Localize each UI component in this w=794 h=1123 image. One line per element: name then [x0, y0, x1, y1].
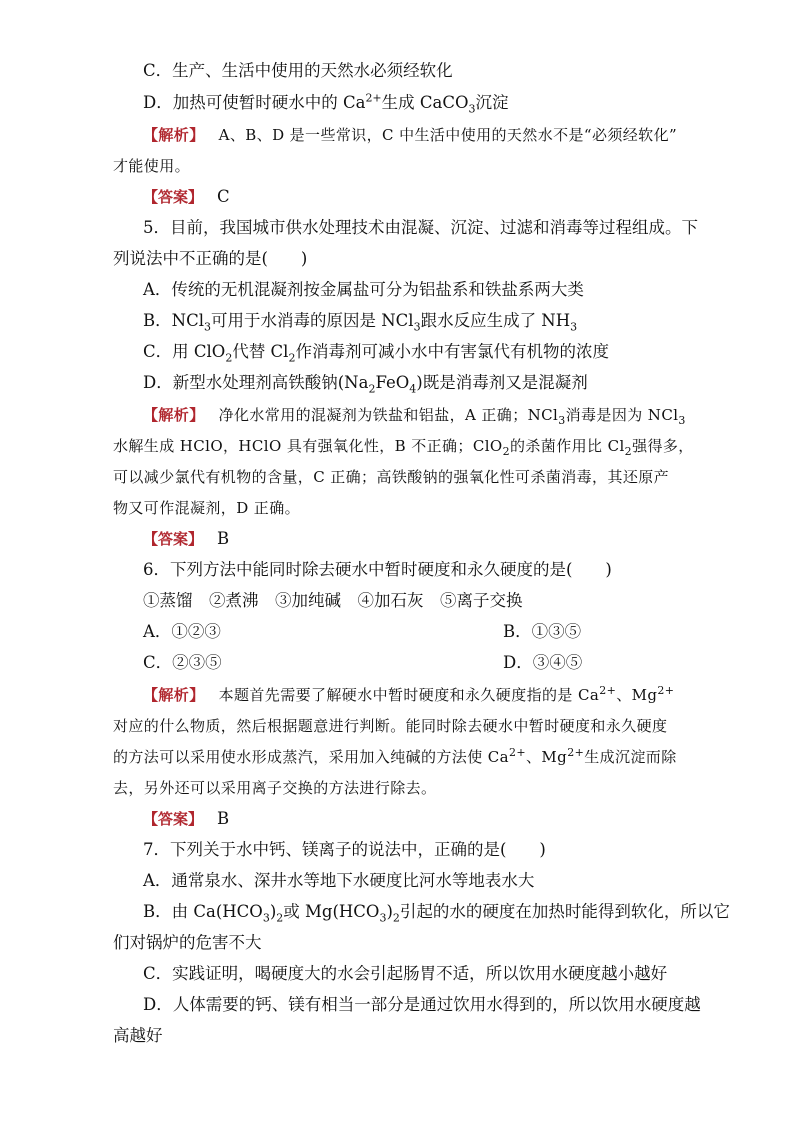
q6-option-c: C．②③⑤	[143, 653, 222, 672]
q5-stem: 5．目前，我国城市供水处理技术由混凝、沉淀、过滤和消毒等过程组成。下	[143, 218, 698, 237]
q6-option-a: A．①②③	[143, 622, 221, 641]
q5-answer: 【答案】 B	[143, 529, 230, 548]
q5-analysis-cont: 物又可作混凝剂，D 正确。	[113, 499, 300, 517]
q4-option-d: D．加热可使暂时硬水中的 $Ca^{2+}$生成 CaCO$_3$沉淀	[143, 91, 509, 116]
q5-option-a: A．传统的无机混凝剂按金属盐可分为铝盐系和铁盐系两大类	[143, 280, 584, 299]
q7-option-a: A．通常泉水、深井水等地下水硬度比河水等地表水大	[143, 871, 535, 890]
analysis-tag: 【解析】	[143, 686, 205, 704]
q7-option-d-cont: 高越好	[113, 1026, 163, 1045]
q6-analysis-cont: 对应的什么物质，然后根据题意进行判断。能同时除去硬水中暂时硬度和永久硬度	[113, 717, 668, 735]
analysis-tag: 【解析】	[143, 126, 205, 144]
q6-analysis: 【解析】 本题首先需要了解硬水中暂时硬度和永久硬度指的是 $Ca^{2+}$、$Mg^{2+}$	[143, 684, 675, 704]
q7-option-b-cont: 们对锅炉的危害不大	[113, 933, 262, 952]
q6-answer: 【答案】 B	[143, 809, 230, 828]
q7-option-d: D．人体需要的钙、镁有相当一部分是通过饮用水得到的，所以饮用水硬度越	[143, 995, 701, 1014]
analysis-tag: 【解析】	[143, 406, 205, 424]
q5-option-b: B．NCl$_3$可用于水消毒的原因是 NCl$_3$跟水反应生成了 $NH_3$	[143, 311, 578, 334]
q5-analysis: 【解析】 净化水常用的混凝剂为铁盐和铝盐，A 正确；NCl$_3$消毒是因为 NCl$_3$	[143, 406, 686, 427]
q6-options-row2	[143, 652, 583, 674]
q6-options-row1	[143, 621, 582, 643]
q4-analysis: 【解析】 A、B、D 是一些常识，C 中生活中使用的天然水不是“必须经软化”	[143, 126, 678, 144]
q6-methods: ①蒸馏 ②煮沸 ③加纯碱 ④加石灰 ⑤离子交换	[143, 591, 523, 610]
answer-tag: 【答案】	[143, 188, 204, 206]
q6-option-b: B．①③⑤	[503, 622, 582, 641]
q6-analysis-cont: 去，另外还可以采用离子交换的方法进行除去。	[113, 779, 437, 797]
q7-option-b: B．由 $Ca(HCO_3)_2$或 $Mg(HCO_3)_2$引起的水的硬度在加热时能得到软化，所以它	[143, 902, 730, 925]
q4-option-c: C．生产、生活中使用的天然水必须经软化	[143, 61, 453, 80]
q4-answer: 【答案】 C	[143, 187, 230, 206]
q4-analysis-cont: 才能使用。	[113, 157, 191, 175]
answer-tag: 【答案】	[143, 530, 204, 548]
q5-analysis-cont: 可以减少氯代有机物的含量，C 正确；高铁酸钠的强氧化性可杀菌消毒，其还原产	[113, 468, 670, 486]
q5-option-c: C．用 ClO$_2$代替 $Cl_2$作消毒剂可减小水中有害氯代有机物的浓度	[143, 342, 609, 365]
q5-stem-cont: 列说法中不正确的是( )	[113, 249, 308, 268]
q6-analysis-cont: 的方法可以采用使水形成蒸汽，采用加入纯碱的方法使 $Ca^{2+}$、$Mg^{2+}$生成沉淀而除	[113, 746, 677, 766]
q6-stem: 6．下列方法中能同时除去硬水中暂时硬度和永久硬度的是( )	[143, 560, 612, 579]
answer-tag: 【答案】	[143, 810, 204, 828]
q5-analysis-cont: 水解生成 HClO，HClO 具有强氧化性，B 不正确；ClO$_2$的杀菌作用比 $Cl_2$强得多，	[113, 437, 694, 458]
q7-option-c: C．实践证明，喝硬度大的水会引起肠胃不适，所以饮用水硬度越小越好	[143, 964, 668, 983]
q7-stem: 7．下列关于水中钙、镁离子的说法中，正确的是( )	[143, 840, 546, 859]
q5-option-d: D．新型水处理剂高铁酸钠$(Na_2FeO_4)$既是消毒剂又是混凝剂	[143, 373, 588, 396]
q6-option-d: D．③④⑤	[503, 653, 583, 672]
